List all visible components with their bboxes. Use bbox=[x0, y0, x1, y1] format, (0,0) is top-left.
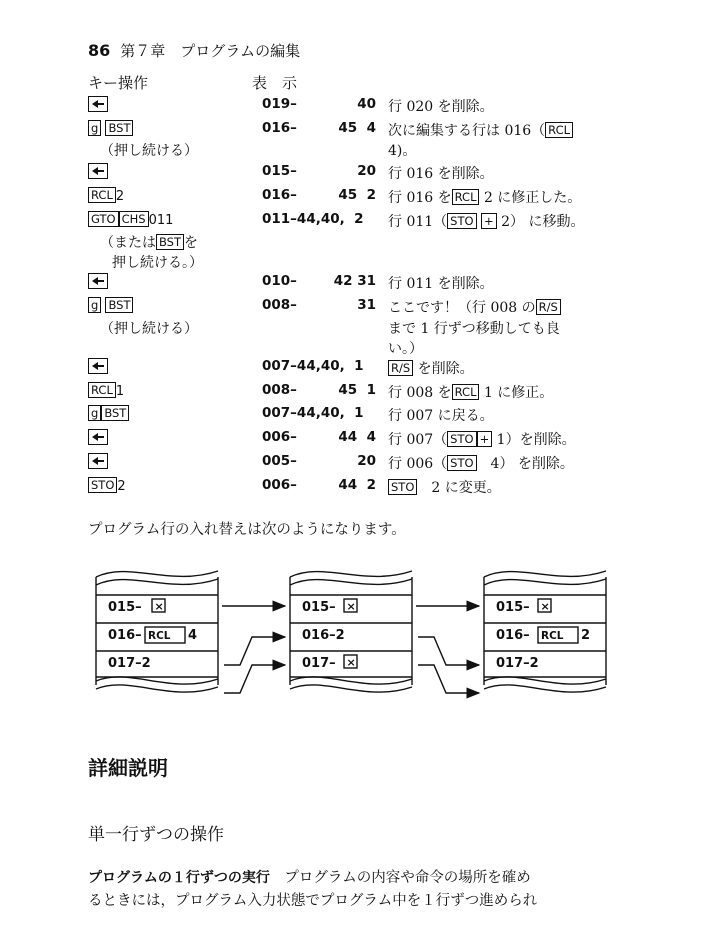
table-row: 010– 42 31 行 011 を削除。 bbox=[0, 273, 708, 297]
paragraph-line: るときには，プログラム入力状態でプログラム中を１行ずつ進められ bbox=[88, 893, 538, 909]
back-arrow-key-icon bbox=[88, 429, 108, 445]
plus-key: + bbox=[477, 431, 493, 447]
key-note: （または BST を bbox=[100, 235, 199, 251]
svg-text:×: × bbox=[346, 656, 356, 669]
svg-text:RCL: RCL bbox=[148, 630, 171, 642]
key-note: （押し続ける） bbox=[100, 143, 198, 159]
line-swap-diagram bbox=[0, 555, 708, 715]
rs-key: R/S bbox=[388, 360, 413, 376]
svg-text:015–: 015– bbox=[302, 600, 336, 615]
svg-text:015–: 015– bbox=[496, 600, 530, 615]
back-arrow-key-icon bbox=[88, 96, 108, 112]
g-key: g bbox=[88, 405, 101, 421]
gto-key: GTO bbox=[88, 211, 119, 227]
rcl-key: RCL bbox=[88, 382, 116, 398]
table-row: 019– 40 行 020 を削除。 bbox=[0, 96, 708, 120]
svg-text:017–2: 017–2 bbox=[496, 656, 539, 671]
svg-text:016–: 016– bbox=[496, 628, 530, 643]
svg-text:017–: 017– bbox=[302, 656, 336, 671]
table-row: RCL 1 008– 45 1 行 008 を RCL 1 に修正。 bbox=[0, 382, 708, 406]
bst-key: BST bbox=[156, 234, 184, 250]
desc-continuation: まで 1 行ずつ移動しても良 bbox=[388, 321, 560, 337]
section-title: 詳細説明 bbox=[88, 756, 168, 780]
g-key: g bbox=[88, 297, 101, 313]
back-arrow-key-icon bbox=[88, 273, 108, 289]
rcl-key: RCL bbox=[452, 189, 480, 205]
bst-key: BST bbox=[105, 120, 133, 136]
plus-key: + bbox=[481, 213, 497, 229]
back-arrow-key-icon bbox=[88, 163, 108, 179]
table-row: g BST 008– 31 ここです！（行 008 の R/S bbox=[0, 297, 708, 321]
display-column-header: 表 示 bbox=[252, 74, 298, 92]
svg-text:015–: 015– bbox=[108, 600, 142, 615]
table-row: 005– 20 行 006（ STO 4） を削除。 bbox=[0, 453, 708, 477]
desc-continuation: 4)。 bbox=[388, 143, 417, 159]
key-note: 押し続ける。） bbox=[112, 255, 203, 271]
sto-key: STO bbox=[447, 455, 476, 471]
rcl-key: RCL bbox=[88, 187, 116, 203]
sto-key: STO bbox=[388, 479, 417, 495]
sto-key: STO bbox=[447, 213, 476, 229]
table-row: RCL 2 016– 45 2 行 016 を RCL 2 に修正した。 bbox=[0, 187, 708, 211]
table-row: STO 2 006– 44 2 STO 2 に変更。 bbox=[0, 477, 708, 501]
sto-key: STO bbox=[88, 477, 117, 493]
svg-text:016–2: 016–2 bbox=[302, 628, 345, 643]
paragraph-title: プログラムの１行ずつの実行 bbox=[88, 870, 270, 886]
rcl-key: RCL bbox=[452, 384, 480, 400]
page-header bbox=[88, 40, 300, 61]
intro-text: プログラム行の入れ替えは次のようになります。 bbox=[88, 522, 406, 538]
chs-key: CHS bbox=[119, 211, 149, 227]
rcl-key: RCL bbox=[545, 122, 573, 138]
svg-text:×: × bbox=[154, 600, 164, 613]
svg-text:×: × bbox=[540, 600, 550, 613]
sto-key: STO bbox=[447, 431, 476, 447]
back-arrow-key-icon bbox=[88, 453, 108, 469]
paragraph-line: プログラムの１行ずつの実行 プログラムの内容や命令の場所を確め bbox=[88, 870, 531, 886]
key-column-header: キー操作 bbox=[88, 74, 149, 92]
rs-key: R/S bbox=[536, 299, 561, 315]
table-row: GTO CHS 011 011–44,40, 2 行 011（ STO + 2） に移動。 bbox=[0, 211, 708, 235]
svg-text:017–2: 017–2 bbox=[108, 656, 151, 671]
table-row: 015– 20 行 016 を削除。 bbox=[0, 163, 708, 187]
desc-continuation: い。） bbox=[388, 341, 423, 357]
page-number: 86 bbox=[88, 41, 111, 60]
svg-text:×: × bbox=[346, 600, 356, 613]
chapter-title: 第７章 プログラムの編集 bbox=[120, 42, 301, 60]
back-arrow-key-icon bbox=[88, 358, 108, 374]
svg-text:4: 4 bbox=[188, 628, 198, 643]
svg-text:016–: 016– bbox=[108, 628, 142, 643]
subsection-title: 単一行ずつの操作 bbox=[88, 825, 224, 845]
bst-key: BST bbox=[105, 297, 133, 313]
bst-key: BST bbox=[101, 405, 129, 421]
table-row: 006– 44 4 行 007（ STO + 1）を削除。 bbox=[0, 429, 708, 453]
svg-text:RCL: RCL bbox=[541, 630, 564, 642]
table-row: g BST 016– 45 4 次に編集する行は 016（ RCL bbox=[0, 120, 708, 144]
table-row: g BST 007–44,40, 1 行 007 に戻る。 bbox=[0, 405, 708, 429]
table-row: 007–44,40, 1 R/S を削除。 bbox=[0, 358, 708, 382]
g-key: g bbox=[88, 120, 101, 136]
svg-text:2: 2 bbox=[581, 628, 591, 643]
key-note: （押し続ける） bbox=[100, 321, 198, 337]
